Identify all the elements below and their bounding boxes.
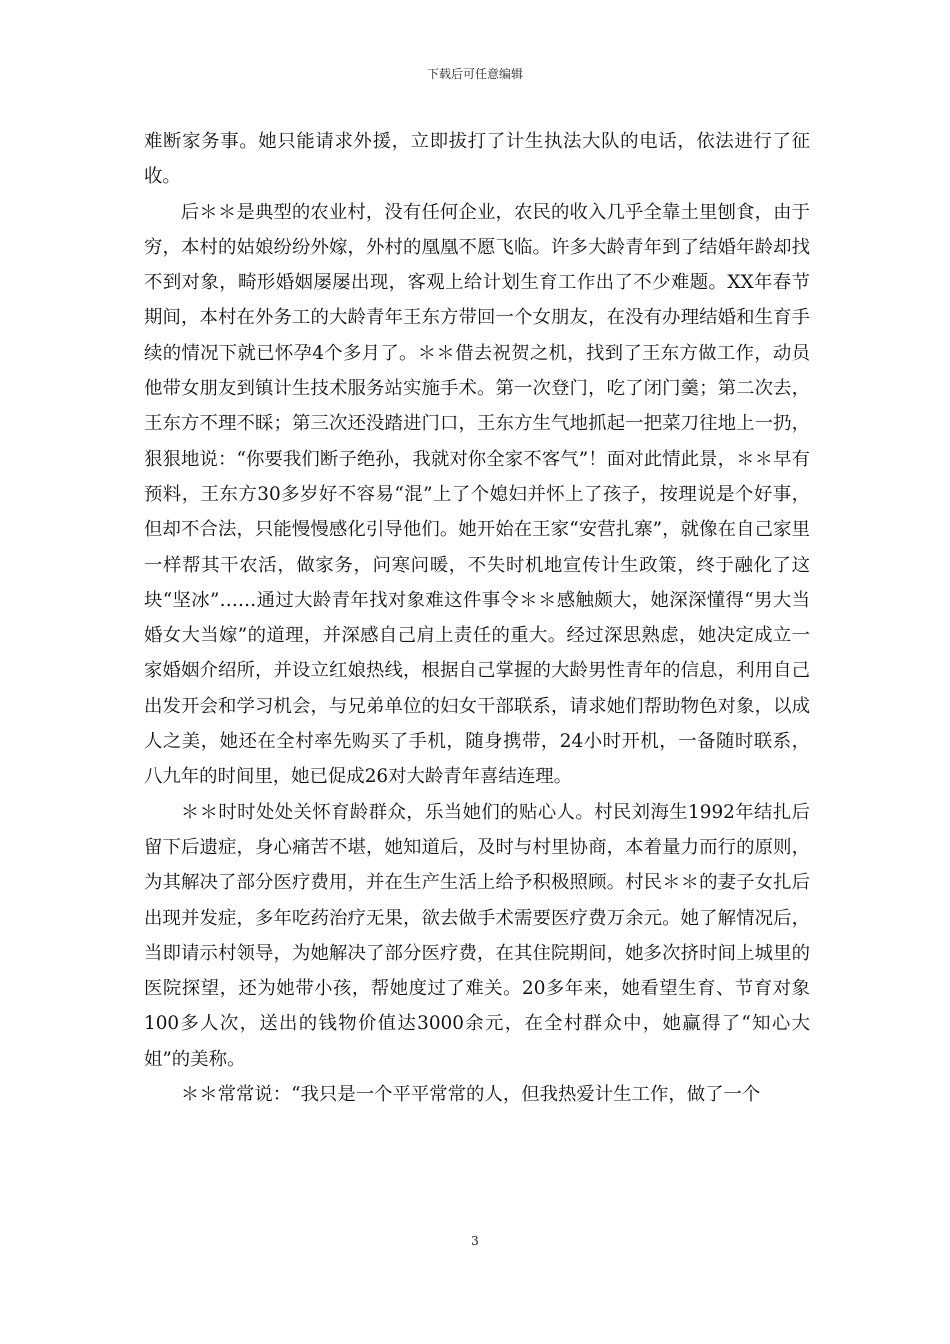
paragraph-3: ＊＊时时处处关怀育龄群众，乐当她们的贴心人。村民刘海生1992年结扎后留下后遗症，身心痛苦不堪，她知道后，及时与村里协商，本着量力而行的原则，为其解决了部分医疗费用，并在生产生活上给予积极照顾。村民＊＊的妻子女扎后出现并发症，多年吃药治疗无果，欲去做手术需要医疗费万余元。她了解情况后，当即请示村领导，为她解决了部分医疗费，在其住院期间，她多次挤时间上城里的医院探望，还为她带小孩，帮她度过了难关。20多年来，她看望生育、节育对象100多人次，送出的钱物价值达3000余元，在全村群众中，她赢得了“知心大姐”的美称。 bbox=[144, 801, 810, 1070]
paragraph-1: 难断家务事。她只能请求外援，立即拔打了计生执法大队的电话，依法进行了征收。 bbox=[144, 131, 810, 188]
document-body bbox=[144, 124, 810, 1112]
page-number: 3 bbox=[471, 1234, 479, 1248]
paragraph-2: 后＊＊是典型的农业村，没有任何企业，农民的收入几乎全靠土里刨食，由于穷，本村的姑娘纷纷外嫁，外村的凰凰不愿飞临。许多大龄青年到了结婚年龄却找不到对象，畸形婚姻屡屡出现，客观上给计划生育工作出了不少难题。XX年春节期间，本村在外务工的大龄青年王东方带回一个女朋友，在没有办理结婚和生育手续的情况下就已怀孕4个多月了。＊＊借去祝贺之机，找到了王东方做工作，动员他带女朋友到镇计生技术服务站实施手术。第一次登门，吃了闭门羹；第二次去，王东方不理不睬；第三次还没踏进门口，王东方生气地抓起一把菜刀往地上一扔，狠狠地说：“你要我们断子绝孙，我就对你全家不客气”！面对此情此景，＊＊早有预料，王东方30多岁好不容易“混”上了个媳妇并怀上了孩子，按理说是个好事，但却不合法，只能慢慢感化引导他们。她开始在王家“安营扎寨”，就像在自己家里一样帮其干农活，做家务，问寒问暖，不失时机地宣传计生政策，终于融化了这块“坚冰”……通过大龄青年找对象难这件事令＊＊感触颇大，她深深懂得“男大当婚女大当嫁”的道理，并深感自己肩上责任的重大。经过深思熟虑，她决定成立一家婚姻介绍所，并设立红娘热线，根据自己掌握的大龄男性青年的信息，利用自己出发开会和学习机会，与兄弟单位的妇女干部联系，请求她们帮助物色对象，以成人之美，她还在全村率先购买了手机，随身携带，24小时开机，一备随时联系，八九年的时间里，她已促成26对大龄青年喜结连理。 bbox=[144, 201, 810, 788]
page-header: 下载后可任意编辑 bbox=[426, 67, 523, 81]
paragraph-4: ＊＊常常说：“我只是一个平平常常的人，但我热爱计生工作，做了一个 bbox=[180, 1084, 761, 1106]
